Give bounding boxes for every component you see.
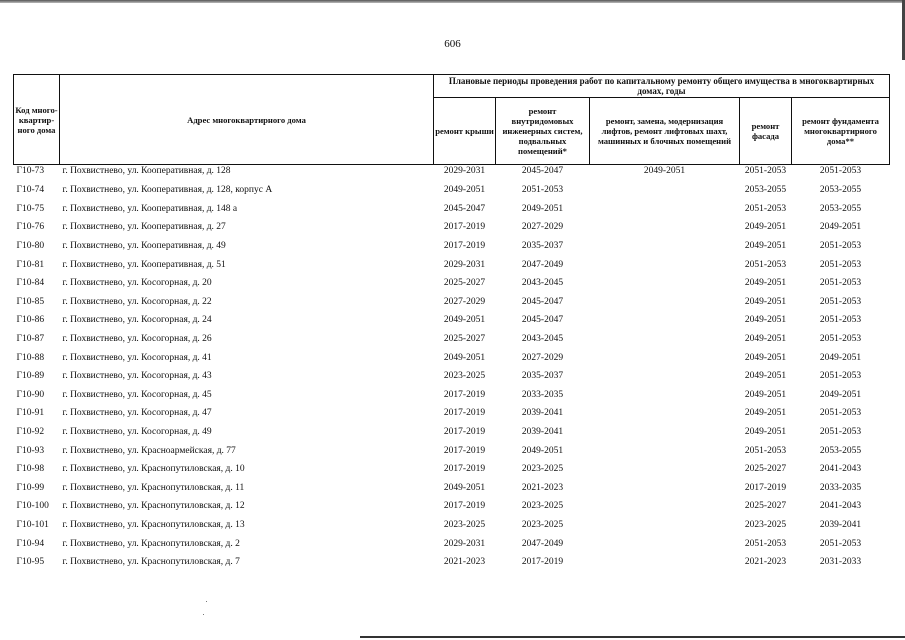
cell-foundation: 2051-2053 [819, 371, 862, 382]
header-foundation: ремонт фундамента многоквартирного дома** [792, 98, 890, 165]
cell-address: г. Похвистнево, ул. Кооперативная, д. 128, корпус А [62, 185, 273, 196]
cell-foundation: 2049-2051 [819, 352, 862, 363]
table-row [14, 348, 890, 367]
header-periods-group: Плановые периоды проведения работ по капитальному ремонту общего имущества в многоквартирных домах, годы [434, 75, 890, 98]
cell-address: г. Похвистнево, ул. Кооперативная, д. 148 а [62, 203, 238, 214]
cell-address: г. Похвистнево, ул. Косогорная, д. 43 [62, 371, 212, 382]
cell-roof: 2049-2051 [443, 352, 486, 363]
cell-address: г. Похвистнево, ул. Краснопутиловская, д. 12 [62, 501, 245, 512]
cell-engineering: 2047-2049 [521, 538, 564, 549]
cell-elevators [590, 423, 740, 442]
table-row [14, 311, 890, 330]
cell-address: г. Похвистнево, ул. Кооперативная, д. 49 [62, 241, 226, 252]
cell-address: г. Похвистнево, ул. Косогорная, д. 20 [62, 278, 212, 289]
cell-code: Г10-80 [16, 241, 45, 252]
cell-address: г. Похвистнево, ул. Кооперативная, д. 27 [62, 222, 226, 233]
cell-engineering: 2045-2047 [521, 296, 564, 307]
cell-foundation: 2051-2053 [819, 427, 862, 438]
table-row [14, 330, 890, 349]
cell-engineering: 2027-2029 [521, 352, 564, 363]
cell-elevators [590, 255, 740, 274]
cell-roof: 2021-2023 [443, 557, 486, 568]
table-row [14, 460, 890, 479]
cell-address: г. Похвистнево, ул. Косогорная, д. 24 [62, 315, 212, 326]
table-row [14, 479, 890, 498]
cell-foundation: 2051-2053 [819, 315, 862, 326]
cell-foundation: 2051-2053 [819, 166, 862, 176]
cell-engineering: 2021-2023 [521, 482, 564, 493]
cell-roof: 2027-2029 [443, 296, 486, 307]
cell-roof: 2025-2027 [443, 334, 486, 345]
cell-foundation: 2051-2053 [819, 259, 862, 270]
table-row [14, 367, 890, 386]
cell-code: Г10-100 [16, 501, 49, 512]
cell-code: Г10-76 [16, 222, 45, 233]
cell-roof: 2025-2027 [443, 278, 486, 289]
cell-foundation: 2049-2051 [819, 389, 862, 400]
cell-address: г. Похвистнево, ул. Косогорная, д. 26 [62, 334, 212, 345]
table-row [14, 386, 890, 405]
header-elevators: ремонт, замена, модернизация лифтов, ремонт лифтовых шахт, машинных и блочных помещений [590, 98, 740, 165]
cell-engineering: 2039-2041 [521, 408, 564, 419]
cell-facade: 2049-2051 [744, 408, 787, 419]
repair-schedule-table [13, 74, 890, 571]
cell-code: Г10-81 [16, 259, 45, 270]
cell-engineering: 2051-2053 [521, 185, 564, 196]
cell-address: г. Похвистнево, ул. Косогорная, д. 49 [62, 427, 212, 438]
table-body [14, 165, 890, 572]
cell-roof: 2017-2019 [443, 445, 486, 456]
table-row [14, 274, 890, 293]
cell-foundation: 2039-2041 [819, 519, 862, 530]
cell-facade: 2049-2051 [744, 427, 787, 438]
table-row [14, 165, 890, 182]
cell-elevators [590, 553, 740, 572]
cell-facade: 2053-2055 [744, 185, 787, 196]
cell-code: Г10-101 [16, 519, 49, 530]
cell-roof: 2017-2019 [443, 464, 486, 475]
cell-elevators [590, 237, 740, 256]
cell-engineering: 2017-2019 [521, 557, 564, 568]
page-number: 606 [444, 38, 461, 50]
cell-address: г. Похвистнево, ул. Краснопутиловская, д. 2 [62, 538, 240, 549]
cell-roof: 2017-2019 [443, 241, 486, 252]
cell-elevators [590, 404, 740, 423]
table-row [14, 441, 890, 460]
cell-address: г. Похвистнево, ул. Красноармейская, д. 77 [62, 445, 236, 456]
cell-roof: 2017-2019 [443, 389, 486, 400]
cell-address: г. Похвистнево, ул. Краснопутиловская, д. 7 [62, 557, 240, 568]
table-row [14, 218, 890, 237]
cell-code: Г10-99 [16, 482, 45, 493]
cell-code: Г10-92 [16, 427, 45, 438]
cell-engineering: 2035-2037 [521, 241, 564, 252]
header-code: Код много-квартир-ного дома [14, 75, 60, 165]
cell-facade: 2051-2053 [744, 259, 787, 270]
cell-engineering: 2023-2025 [521, 501, 564, 512]
cell-code: Г10-73 [16, 166, 45, 176]
cell-roof: 2017-2019 [443, 427, 486, 438]
cell-foundation: 2051-2053 [819, 334, 862, 345]
cell-code: Г10-98 [16, 464, 45, 475]
cell-foundation: 2053-2055 [819, 185, 862, 196]
cell-elevators [590, 200, 740, 219]
cell-elevators [590, 460, 740, 479]
cell-engineering: 2023-2025 [521, 519, 564, 530]
cell-facade: 2049-2051 [744, 222, 787, 233]
cell-roof: 2017-2019 [443, 408, 486, 419]
cell-foundation: 2031-2033 [819, 557, 862, 568]
cell-engineering: 2045-2047 [521, 315, 564, 326]
cell-facade: 2049-2051 [744, 296, 787, 307]
cell-code: Г10-75 [16, 203, 45, 214]
cell-engineering: 2039-2041 [521, 427, 564, 438]
table-row [14, 255, 890, 274]
cell-address: г. Похвистнево, ул. Кооперативная, д. 51 [62, 259, 226, 270]
cell-facade: 2025-2027 [744, 464, 787, 475]
cell-facade: 2051-2053 [744, 203, 787, 214]
cell-facade: 2049-2051 [744, 352, 787, 363]
cell-elevators [590, 348, 740, 367]
cell-foundation: 2041-2043 [819, 464, 862, 475]
cell-elevators [590, 441, 740, 460]
cell-facade: 2051-2053 [744, 538, 787, 549]
header-address: Адрес многоквартирного дома [60, 75, 434, 165]
cell-engineering: 2049-2051 [521, 203, 564, 214]
cell-address: г. Похвистнево, ул. Краснопутиловская, д. 11 [62, 482, 245, 493]
table-row [14, 516, 890, 535]
cell-facade: 2025-2027 [744, 501, 787, 512]
cell-roof: 2029-2031 [443, 538, 486, 549]
cell-facade: 2049-2051 [744, 371, 787, 382]
scan-speck [206, 601, 207, 602]
cell-foundation: 2033-2035 [819, 482, 862, 493]
cell-elevators [590, 479, 740, 498]
cell-code: Г10-86 [16, 315, 45, 326]
cell-code: Г10-87 [16, 334, 45, 345]
table-row [14, 553, 890, 572]
header-facade: ремонт фасада [740, 98, 792, 165]
table-row [14, 534, 890, 553]
cell-engineering: 2049-2051 [521, 445, 564, 456]
cell-address: г. Похвистнево, ул. Косогорная, д. 47 [62, 408, 212, 419]
cell-foundation: 2051-2053 [819, 408, 862, 419]
table-row [14, 423, 890, 442]
cell-code: Г10-94 [16, 538, 45, 549]
cell-address: г. Похвистнево, ул. Косогорная, д. 41 [62, 352, 212, 363]
table-row [14, 200, 890, 219]
cell-elevators [590, 516, 740, 535]
cell-facade: 2023-2025 [744, 519, 787, 530]
cell-foundation: 2051-2053 [819, 296, 862, 307]
cell-roof: 2049-2051 [443, 315, 486, 326]
cell-engineering: 2033-2035 [521, 389, 564, 400]
cell-engineering: 2035-2037 [521, 371, 564, 382]
cell-address: г. Похвистнево, ул. Краснопутиловская, д. 10 [62, 464, 245, 475]
cell-roof: 2017-2019 [443, 501, 486, 512]
cell-elevators [590, 330, 740, 349]
cell-roof: 2023-2025 [443, 371, 486, 382]
cell-code: Г10-88 [16, 352, 45, 363]
cell-facade: 2051-2053 [744, 445, 787, 456]
header-row-top [14, 75, 890, 98]
cell-engineering: 2047-2049 [521, 259, 564, 270]
cell-engineering: 2043-2045 [521, 334, 564, 345]
table-row [14, 293, 890, 312]
cell-engineering: 2027-2029 [521, 222, 564, 233]
cell-facade: 2021-2023 [744, 557, 787, 568]
cell-facade: 2049-2051 [744, 241, 787, 252]
cell-address: г. Похвистнево, ул. Краснопутиловская, д. 13 [62, 519, 245, 530]
cell-elevators [590, 497, 740, 516]
cell-roof: 2017-2019 [443, 222, 486, 233]
cell-roof: 2045-2047 [443, 203, 486, 214]
cell-elevators [590, 386, 740, 405]
cell-engineering: 2023-2025 [521, 464, 564, 475]
cell-elevators [590, 293, 740, 312]
cell-engineering: 2045-2047 [521, 166, 564, 176]
cell-elevators [590, 534, 740, 553]
scan-speck [203, 614, 204, 615]
cell-foundation: 2053-2055 [819, 445, 862, 456]
cell-address: г. Похвистнево, ул. Косогорная, д. 45 [62, 389, 212, 400]
cell-code: Г10-89 [16, 371, 45, 382]
cell-code: Г10-85 [16, 296, 45, 307]
cell-roof: 2049-2051 [443, 482, 486, 493]
table-row [14, 404, 890, 423]
cell-roof: 2029-2031 [443, 166, 486, 176]
cell-foundation: 2041-2043 [819, 501, 862, 512]
cell-code: Г10-90 [16, 389, 45, 400]
cell-foundation: 2051-2053 [819, 538, 862, 549]
cell-address: г. Похвистнево, ул. Косогорная, д. 22 [62, 296, 212, 307]
cell-facade: 2049-2051 [744, 334, 787, 345]
cell-foundation: 2049-2051 [819, 222, 862, 233]
cell-facade: 2017-2019 [744, 482, 787, 493]
table-row [14, 497, 890, 516]
cell-code: Г10-74 [16, 185, 45, 196]
cell-foundation: 2051-2053 [819, 241, 862, 252]
cell-foundation: 2053-2055 [819, 203, 862, 214]
cell-roof: 2049-2051 [443, 185, 486, 196]
cell-facade: 2049-2051 [744, 315, 787, 326]
cell-code: Г10-95 [16, 557, 45, 568]
cell-elevators [590, 181, 740, 200]
cell-facade: 2049-2051 [744, 278, 787, 289]
cell-code: Г10-91 [16, 408, 45, 419]
table-row [14, 181, 890, 200]
cell-roof: 2023-2025 [443, 519, 486, 530]
cell-elevators: 2049-2051 [643, 166, 686, 176]
table-row [14, 237, 890, 256]
scan-edge-top [0, 0, 905, 3]
cell-elevators [590, 367, 740, 386]
cell-facade: 2051-2053 [744, 166, 787, 176]
cell-elevators [590, 218, 740, 237]
cell-elevators [590, 311, 740, 330]
cell-address: г. Похвистнево, ул. Кооперативная, д. 128 [62, 166, 231, 176]
cell-facade: 2049-2051 [744, 389, 787, 400]
cell-engineering: 2043-2045 [521, 278, 564, 289]
header-roof: ремонт крыши [434, 98, 496, 165]
header-engineering: ремонт внутридомовых инженерных систем, подвальных помещений* [496, 98, 590, 165]
scan-edge-bottom [360, 636, 905, 638]
cell-roof: 2029-2031 [443, 259, 486, 270]
cell-foundation: 2051-2053 [819, 278, 862, 289]
cell-code: Г10-84 [16, 278, 45, 289]
cell-elevators [590, 274, 740, 293]
cell-code: Г10-93 [16, 445, 45, 456]
